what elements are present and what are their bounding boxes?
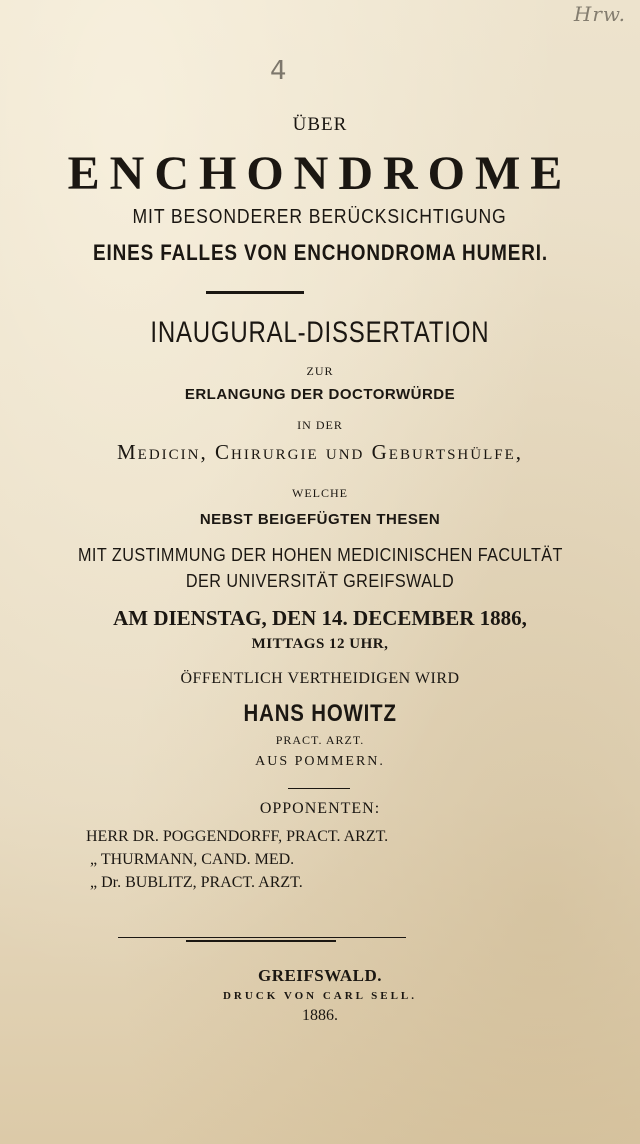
- author-name-line: [0, 700, 640, 728]
- subtitle-line-2: [0, 240, 640, 266]
- handwritten-annotation: Hrw.: [573, 2, 626, 26]
- consent-line-1-text: MIT ZUSTIMMUNG DER HOHEN MEDICINISCHEN FACULTÄT: [77, 545, 563, 565]
- pencil-mark: 4: [270, 56, 287, 86]
- ueber-label: ÜBER: [292, 114, 348, 135]
- opponents-heading: OPPONENTEN:: [259, 800, 381, 817]
- opponent-1-text: HERR DR. POGGENDORFF, PRACT. ARZT.: [86, 828, 389, 845]
- purpose-line: [0, 386, 640, 404]
- consent-line-1: [0, 545, 640, 566]
- subtitle-line-1-text: MIT BESONDERER BERÜCKSICHTIGUNG: [132, 206, 508, 228]
- zur-label: ZUR: [306, 364, 334, 378]
- time-line: MITTAGS 12 UHR,: [251, 636, 389, 652]
- in-der-label: IN DER: [297, 418, 343, 432]
- subtitle-line-2-text: EINES FALLES VON ENCHONDROMA HUMERI.: [92, 240, 548, 265]
- theses-text: NEBST BEIGEFÜGTEN THESEN: [199, 511, 441, 528]
- theses-line: [0, 511, 640, 529]
- author-name: HANS HOWITZ: [243, 700, 397, 727]
- date-line: AM DIENSTAG, DEN 14. DECEMBER 1886,: [113, 606, 527, 630]
- bottom-rule-thin: [118, 937, 406, 938]
- welche-label: WELCHE: [292, 486, 348, 500]
- public-line: ÖFFENTLICH VERTHEIDIGEN WIRD: [180, 670, 460, 687]
- main-title: ENCHONDROME: [67, 147, 573, 200]
- opponents-list: [86, 825, 388, 894]
- consent-line-2: [0, 571, 640, 592]
- subtitle-line-1: [0, 206, 640, 229]
- title-divider: [206, 291, 304, 294]
- bottom-rule-thick: [186, 940, 336, 942]
- dissertation-heading-text: INAUGURAL-DISSERTATION: [150, 316, 490, 349]
- imprint-printer: DRUCK VON CARL SELL.: [222, 990, 418, 1002]
- dissertation-heading: [0, 316, 640, 350]
- opponent-2-text: „ THURMANN, CAND. MED.: [90, 851, 295, 868]
- opponent-1: [86, 825, 388, 848]
- imprint-year: 1886.: [302, 1007, 338, 1024]
- opponent-3: [86, 871, 388, 894]
- purpose-text: ERLANGUNG DER DOCTORWÜRDE: [184, 386, 456, 403]
- imprint-city: GREIFSWALD.: [257, 966, 383, 985]
- opponent-3-text: „ Dr. BUBLITZ, PRACT. ARZT.: [90, 874, 303, 891]
- author-title: PRACT. ARZT.: [275, 733, 365, 747]
- consent-line-2-text: DER UNIVERSITÄT GREIFSWALD: [185, 571, 455, 591]
- author-origin: AUS POMMERN.: [255, 754, 385, 769]
- opponent-2: [86, 848, 388, 871]
- faculty-line: Medicin, Chirurgie und Geburtshülfe,: [116, 440, 524, 464]
- author-divider: [288, 788, 350, 789]
